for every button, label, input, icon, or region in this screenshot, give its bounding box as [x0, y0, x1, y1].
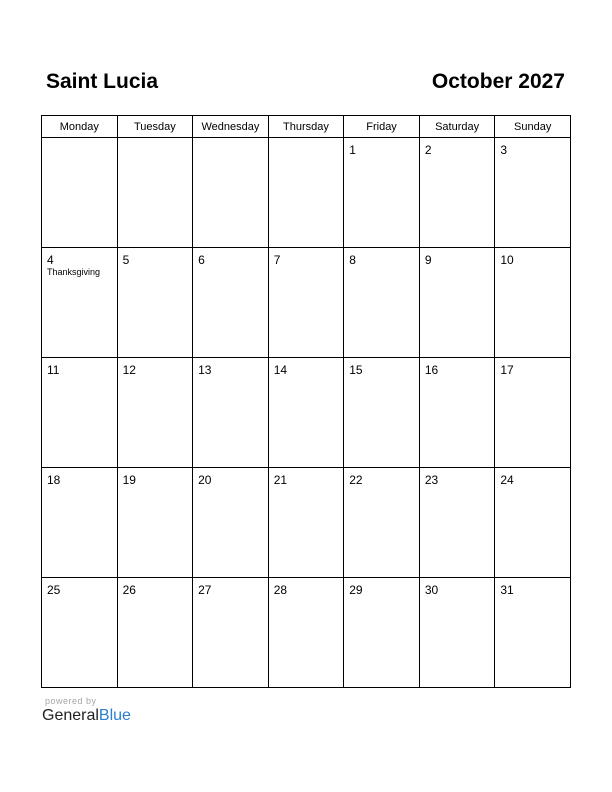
day-cell — [117, 358, 193, 468]
day-number: 25 — [47, 583, 61, 597]
day-number: 30 — [424, 583, 439, 597]
day-number: 10 — [500, 253, 514, 267]
day-number: 11 — [47, 363, 60, 377]
day-cell — [268, 578, 344, 688]
day-cell — [419, 248, 495, 358]
weekday-header: Tuesday — [117, 116, 193, 138]
day-number: 3 — [500, 143, 508, 157]
day-cell — [193, 138, 269, 248]
day-number: 9 — [424, 253, 432, 267]
day-cell — [268, 468, 344, 578]
week-row — [42, 578, 571, 688]
day-number: 23 — [424, 473, 439, 487]
month-year-title: October 2027 — [431, 70, 565, 93]
powered-by-label: powered by — [45, 696, 97, 706]
day-number: 6 — [198, 253, 205, 267]
day-cell — [495, 578, 571, 688]
weekday-header: Thursday — [268, 116, 344, 138]
day-number: 21 — [273, 473, 288, 487]
day-cell — [193, 358, 269, 468]
day-cell — [193, 468, 269, 578]
day-cell — [193, 248, 269, 358]
day-number: 27 — [198, 583, 212, 597]
day-cell — [117, 468, 193, 578]
weekday-header: Friday — [344, 116, 420, 138]
day-cell — [419, 358, 495, 468]
day-cell — [193, 578, 269, 688]
day-number: 2 — [424, 143, 432, 157]
day-number: 7 — [273, 253, 281, 267]
day-cell — [268, 138, 344, 248]
day-number: 19 — [122, 473, 136, 487]
day-cell — [42, 468, 118, 578]
country-title: Saint Lucia — [46, 70, 159, 93]
day-cell — [495, 138, 571, 248]
day-cell — [42, 138, 118, 248]
day-number: 1 — [349, 143, 356, 157]
brand-footer — [42, 696, 131, 725]
calendar-grid — [41, 115, 571, 688]
weekday-header-row — [42, 116, 571, 138]
day-number: 13 — [198, 363, 212, 377]
day-number: 17 — [500, 363, 514, 377]
day-number: 28 — [273, 583, 288, 597]
day-cell — [344, 358, 420, 468]
day-number: 8 — [349, 253, 356, 267]
day-cell — [419, 138, 495, 248]
week-row — [42, 138, 571, 248]
day-cell — [344, 578, 420, 688]
day-cell — [495, 248, 571, 358]
day-number: 20 — [198, 473, 212, 487]
day-cell — [117, 248, 193, 358]
week-row — [42, 468, 571, 578]
day-number: 26 — [122, 583, 136, 597]
generalblue-logo — [42, 707, 131, 725]
day-number: 15 — [349, 363, 363, 377]
day-number: 5 — [122, 253, 130, 267]
week-row — [42, 358, 571, 468]
week-row — [42, 248, 571, 358]
logo-blue-text: Blue — [98, 707, 131, 724]
day-cell — [344, 138, 420, 248]
weekday-header: Monday — [42, 116, 118, 138]
day-number: 31 — [500, 583, 514, 597]
weekday-header: Sunday — [495, 116, 571, 138]
day-cell — [117, 578, 193, 688]
day-number: 16 — [424, 363, 439, 377]
day-cell — [117, 138, 193, 248]
day-cell — [495, 358, 571, 468]
day-cell — [42, 578, 118, 688]
day-cell — [268, 358, 344, 468]
day-cell — [344, 248, 420, 358]
day-cell — [268, 248, 344, 358]
weekday-header: Wednesday — [193, 116, 269, 138]
day-cell — [495, 468, 571, 578]
day-number: 24 — [500, 473, 514, 487]
day-cell — [344, 468, 420, 578]
day-cell — [419, 468, 495, 578]
holiday-label: Thanksgiving — [47, 267, 101, 277]
day-cell — [42, 358, 118, 468]
day-number: 12 — [122, 363, 136, 377]
day-number: 14 — [273, 363, 288, 377]
day-number: 18 — [47, 473, 61, 487]
day-number: 29 — [349, 583, 363, 597]
day-cell — [42, 248, 118, 358]
day-number: 22 — [349, 473, 363, 487]
logo-general-text: General — [42, 707, 99, 724]
day-number: 4 — [47, 253, 54, 267]
day-cell — [419, 578, 495, 688]
weekday-header: Saturday — [419, 116, 495, 138]
